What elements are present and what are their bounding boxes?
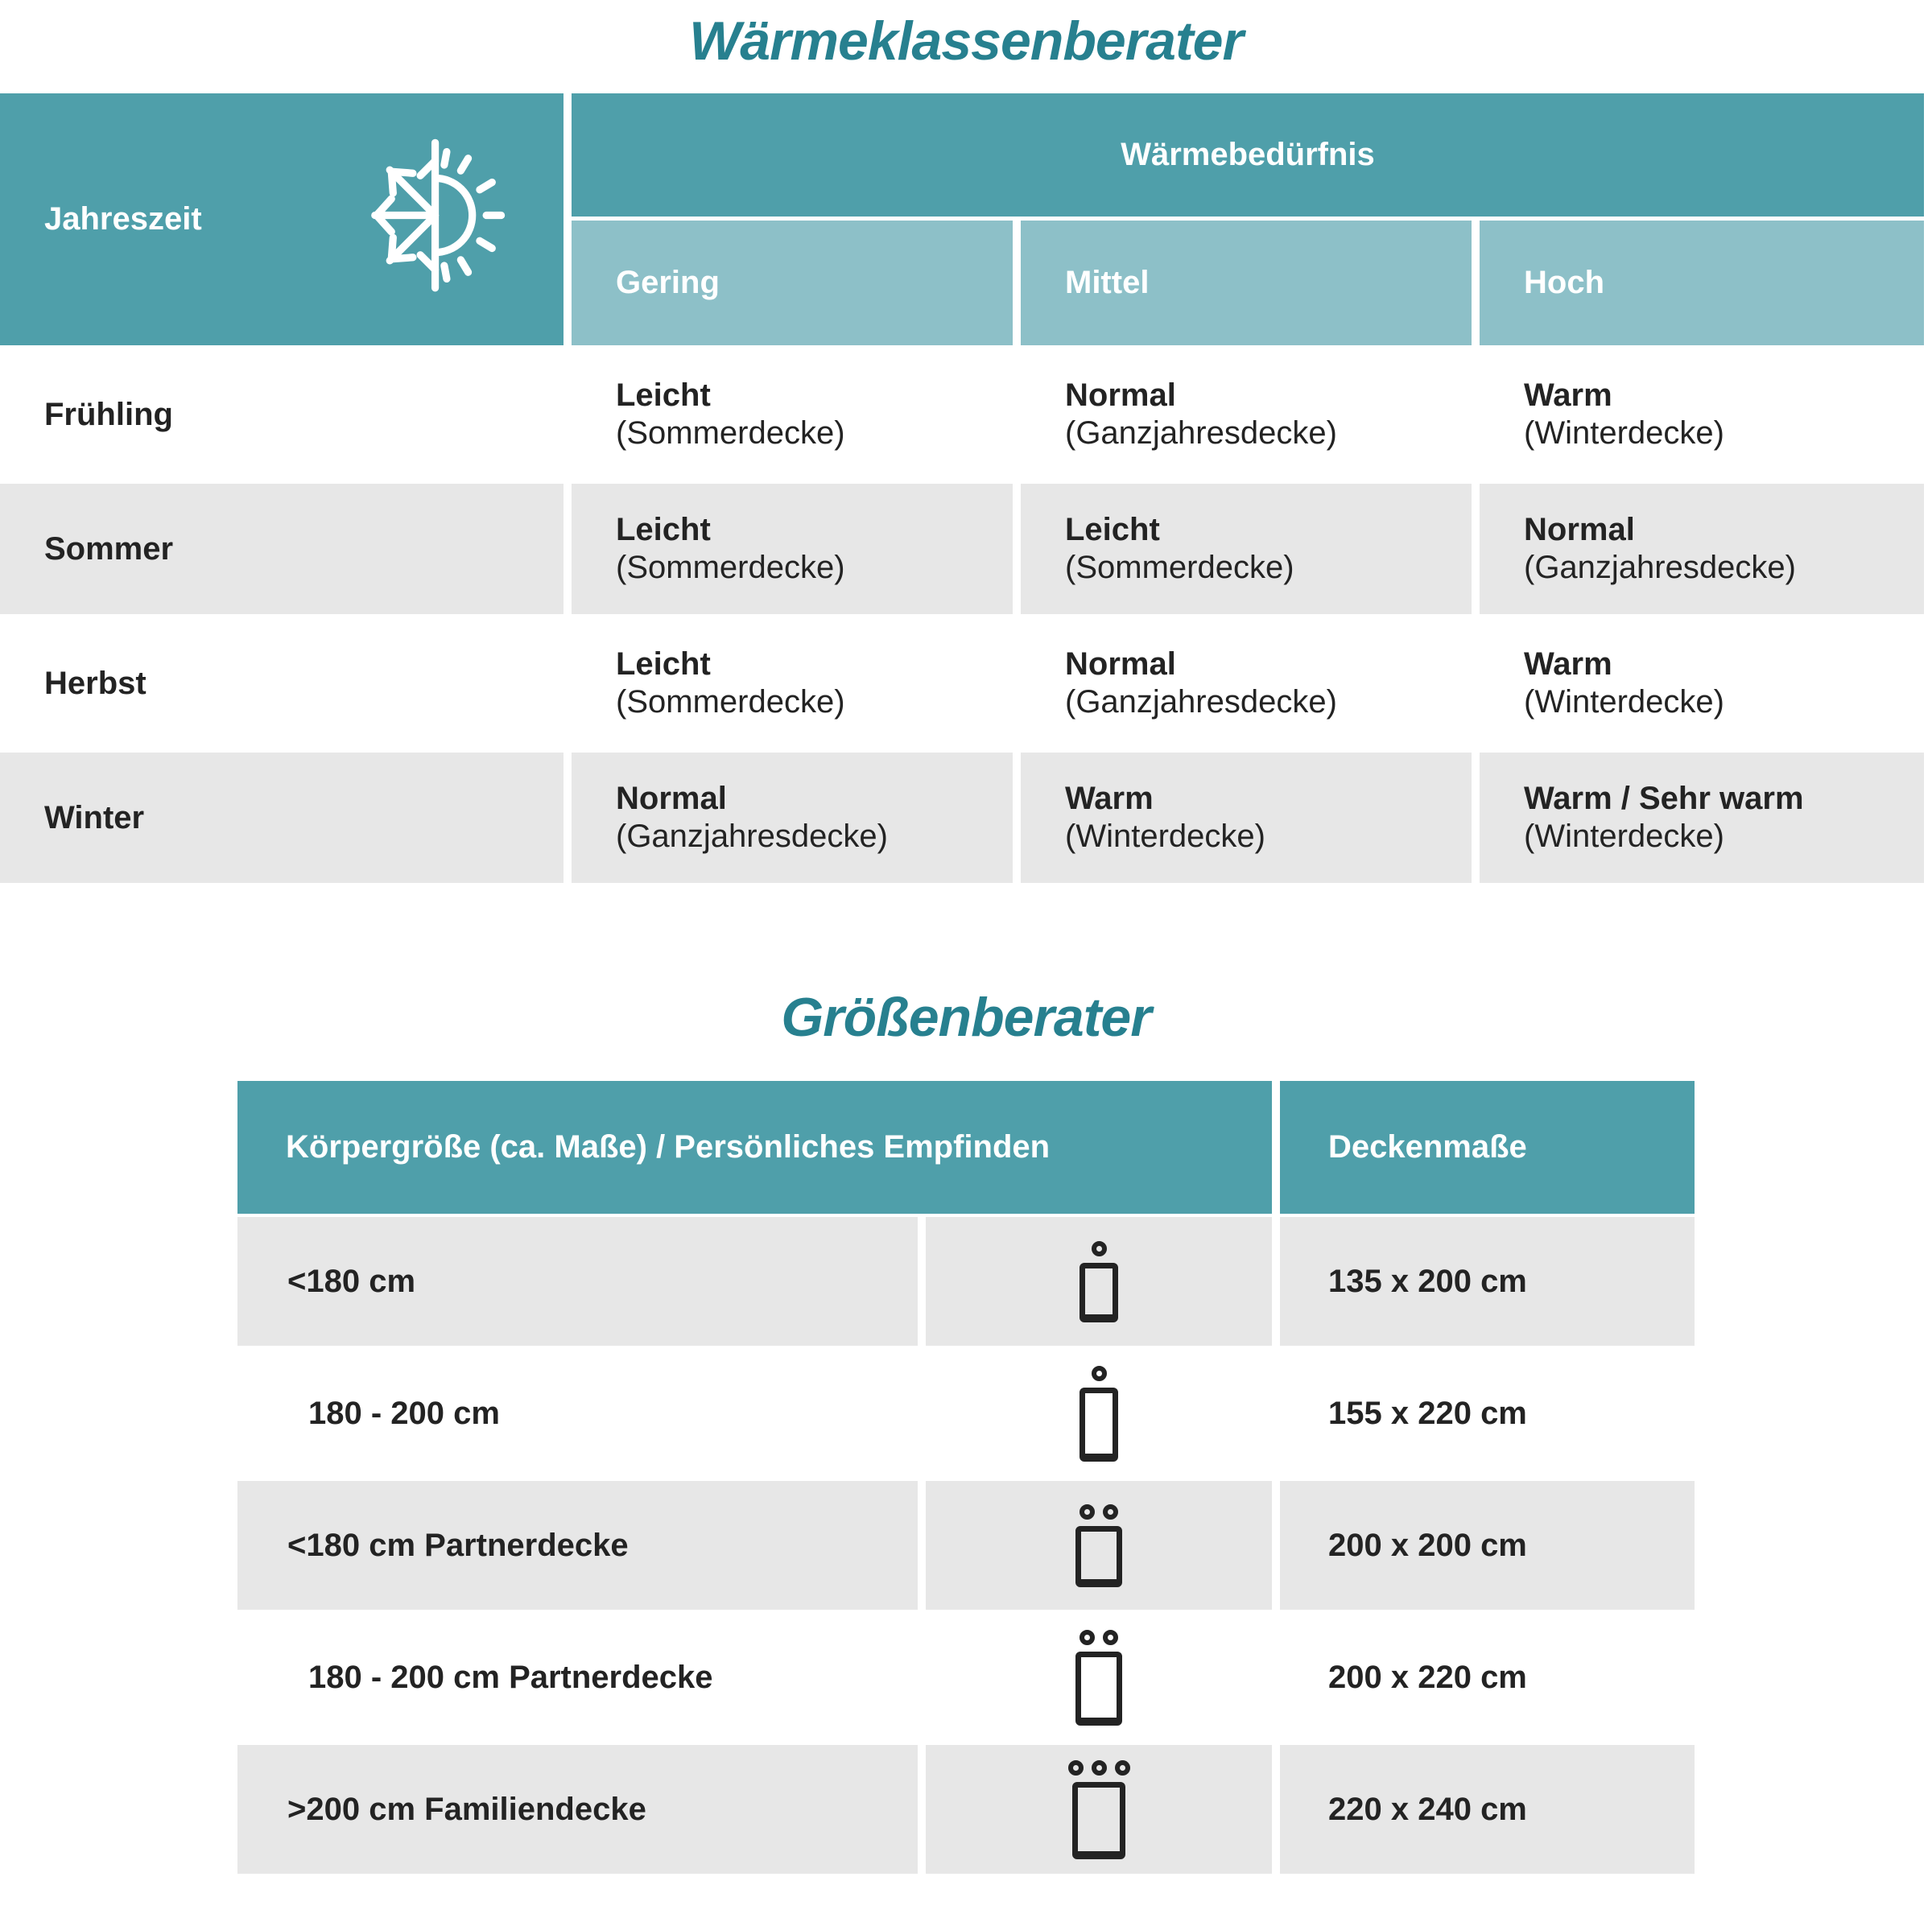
warmth-class: Warm bbox=[1524, 646, 1612, 682]
season-label: Sommer bbox=[0, 484, 564, 614]
duvet-type: (Ganzjahresdecke) bbox=[616, 819, 888, 854]
season-label: Winter bbox=[0, 753, 564, 883]
warmth-class: Normal bbox=[616, 780, 727, 816]
level-header-hoch: Hoch bbox=[1480, 221, 1924, 345]
table-cell bbox=[1021, 753, 1472, 883]
head-icon bbox=[1103, 1504, 1118, 1520]
warmth-need-label: Wärmebedürfnis bbox=[1121, 137, 1375, 172]
duvet-type: (Sommerdecke) bbox=[616, 415, 845, 451]
warmth-need-group-header bbox=[572, 93, 1924, 217]
body-height-header: Körpergröße (ca. Maße) / Persönliches Empfinden bbox=[237, 1081, 1272, 1214]
duvet-type: (Ganzjahresdecke) bbox=[1524, 550, 1796, 585]
height-label: 180 - 200 cm bbox=[237, 1349, 918, 1478]
level-header-gering: Gering bbox=[572, 221, 1013, 345]
duvet-size: 135 x 200 cm bbox=[1280, 1217, 1695, 1346]
snowflake-sun-icon bbox=[350, 133, 515, 306]
warmth-class: Warm bbox=[1524, 377, 1612, 413]
table-cell bbox=[926, 1217, 1272, 1346]
one-person-duvet-icon bbox=[1080, 1241, 1118, 1322]
size-table bbox=[237, 1081, 1695, 1874]
table-cell bbox=[1021, 618, 1472, 749]
height-label: <180 cm bbox=[237, 1217, 918, 1346]
season-header-cell bbox=[0, 93, 564, 345]
height-label: <180 cm Partnerdecke bbox=[237, 1481, 918, 1610]
size-table-title: Größenberater bbox=[781, 987, 1151, 1048]
head-icon bbox=[1092, 1760, 1107, 1776]
warmth-class: Leicht bbox=[1065, 511, 1160, 547]
duvet-shape bbox=[1080, 1388, 1118, 1462]
table-cell bbox=[1480, 484, 1924, 614]
table-cell bbox=[572, 618, 1013, 749]
one-person-long-duvet-icon bbox=[1080, 1366, 1118, 1462]
duvet-shape bbox=[1075, 1526, 1122, 1587]
duvet-shape bbox=[1075, 1652, 1122, 1726]
table-cell bbox=[572, 753, 1013, 883]
duvet-shape bbox=[1072, 1782, 1125, 1859]
head-icon bbox=[1092, 1366, 1107, 1381]
warmth-class: Normal bbox=[1524, 511, 1635, 547]
duvet-type: (Ganzjahresdecke) bbox=[1065, 415, 1337, 451]
table-cell bbox=[926, 1481, 1272, 1610]
duvet-size: 155 x 220 cm bbox=[1280, 1349, 1695, 1478]
duvet-size: 200 x 220 cm bbox=[1280, 1613, 1695, 1742]
warmth-class: Leicht bbox=[616, 377, 711, 413]
two-person-long-duvet-icon bbox=[1075, 1630, 1122, 1726]
duvet-size: 220 x 240 cm bbox=[1280, 1745, 1695, 1874]
table-cell bbox=[926, 1349, 1272, 1478]
warmth-class: Warm / Sehr warm bbox=[1524, 780, 1804, 816]
season-header-label: Jahreszeit bbox=[44, 201, 202, 237]
table-cell bbox=[1021, 349, 1472, 480]
three-person-duvet-icon bbox=[1068, 1760, 1130, 1859]
duvet-type: (Sommerdecke) bbox=[1065, 550, 1294, 585]
height-label: 180 - 200 cm Partnerdecke bbox=[237, 1613, 918, 1742]
warmth-table bbox=[0, 93, 1932, 883]
table-cell bbox=[926, 1613, 1272, 1742]
table-cell bbox=[572, 349, 1013, 480]
season-label: Frühling bbox=[0, 349, 564, 480]
warmth-class: Leicht bbox=[616, 511, 711, 547]
warmth-class: Leicht bbox=[616, 646, 711, 682]
duvet-size-header: Deckenmaße bbox=[1280, 1081, 1695, 1214]
two-person-duvet-icon bbox=[1075, 1504, 1122, 1587]
head-icon bbox=[1115, 1760, 1130, 1776]
table-cell bbox=[1480, 349, 1924, 480]
head-icon bbox=[1080, 1504, 1095, 1520]
head-icon bbox=[1103, 1630, 1118, 1645]
season-label: Herbst bbox=[0, 618, 564, 749]
table-cell bbox=[1480, 618, 1924, 749]
table-cell bbox=[1021, 484, 1472, 614]
duvet-type: (Sommerdecke) bbox=[616, 550, 845, 585]
duvet-shape bbox=[1080, 1263, 1118, 1322]
warmth-class: Warm bbox=[1065, 780, 1154, 816]
head-icon bbox=[1080, 1630, 1095, 1645]
table-cell bbox=[572, 484, 1013, 614]
warmth-class: Normal bbox=[1065, 377, 1176, 413]
table-cell bbox=[1480, 753, 1924, 883]
level-header-mittel: Mittel bbox=[1021, 221, 1472, 345]
duvet-type: (Ganzjahresdecke) bbox=[1065, 684, 1337, 720]
duvet-type: (Sommerdecke) bbox=[616, 684, 845, 720]
head-icon bbox=[1092, 1241, 1107, 1256]
height-label: >200 cm Familiendecke bbox=[237, 1745, 918, 1874]
table-cell bbox=[926, 1745, 1272, 1874]
duvet-type: (Winterdecke) bbox=[1524, 415, 1724, 451]
warmth-class: Normal bbox=[1065, 646, 1176, 682]
warmth-table-title: Wärmeklassenberater bbox=[689, 10, 1243, 72]
duvet-type: (Winterdecke) bbox=[1524, 819, 1724, 854]
duvet-type: (Winterdecke) bbox=[1524, 684, 1724, 720]
head-icon bbox=[1068, 1760, 1084, 1776]
duvet-size: 200 x 200 cm bbox=[1280, 1481, 1695, 1610]
duvet-type: (Winterdecke) bbox=[1065, 819, 1265, 854]
